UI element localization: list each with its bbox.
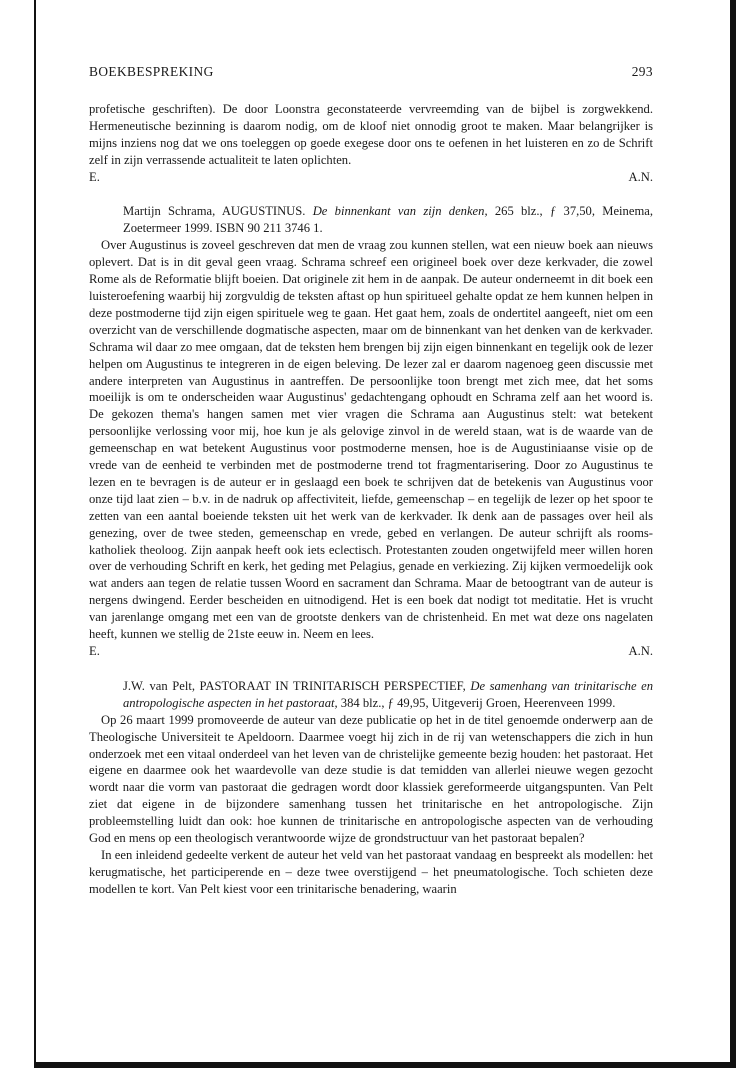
review1-place: E. xyxy=(89,169,100,184)
review3-author-title: J.W. van Pelt, PASTORAAT IN TRINITARISCH PERSPECTIEF, xyxy=(123,678,471,693)
scan-edge-left xyxy=(34,0,36,1068)
book-page xyxy=(89,64,653,898)
review2-signature xyxy=(89,643,653,660)
scan-edge-bottom xyxy=(34,1062,734,1068)
review1-signature xyxy=(89,169,653,186)
review2-subtitle: De binnenkant van zijn denken, xyxy=(312,204,488,219)
section-title: BOEKBESPREKING xyxy=(89,64,214,79)
review2-author-title: Martijn Schrama, AUGUSTINUS. xyxy=(123,204,313,219)
review2-bibliographic-entry xyxy=(89,203,653,237)
review2-details: 265 blz., ƒ 37,50, Meinema, Zoetermeer 1999. ISBN 90 211 3746 1. xyxy=(123,204,653,236)
review1-initials: A.N. xyxy=(628,169,653,184)
review3-bibliographic-entry xyxy=(89,678,653,712)
review3-subtitle: De samenhang van trinitarische en antropologische aspecten in het pastoraat, xyxy=(123,678,654,710)
review3-paragraph-2: In een inleidend gedeelte verkent de auteur het veld van het pastoraat vandaag en bespreekt als modellen: het kerugmatische, het participerende en – deze twee overstijgend – het pneumatologische. Toch schieten deze modellen te kort. Van Pelt kiest voor een trinitarische benadering, waarin xyxy=(89,847,653,896)
review1-text: profetische geschriften). De door Loonstra geconstateerde vervreemding van de bijbel is zorgwekkend. Hermeneutische bezinning is daarom nodig, om de kloof niet onnodig groot te maken. Maar belangrijker is mijns inziens nog dat we ons toeleggen op goede exegese door ons te oefenen in het luisteren en zo de Schrift zelf in zijn verrassende actualiteit te laten oplichten. xyxy=(89,101,653,167)
running-header xyxy=(89,64,653,81)
review2-place: E. xyxy=(89,644,100,658)
review3-details: 384 blz., ƒ 49,95, Uitgeverij Groen, Heerenveen 1999. xyxy=(337,695,616,710)
scan-edge-right xyxy=(730,0,736,1068)
review2-initials: A.N. xyxy=(628,644,653,658)
page-number: 293 xyxy=(631,64,653,79)
review2-text: Over Augustinus is zoveel geschreven dat men de vraag zou kunnen stellen, wat een nieuw boek aan nieuws oplevert. Dat is in dit geval geen vraag. Schrama schreef een origineel boek over deze kerkvader, die zowel Rome als de Reformatie blijft boeien. Dat originele zit hem in de aanpak. De auteur onderneemt in dit boek een luisteroefening waarbij hij zorgvuldig de teksten aftast op hun spiritueel gehalte opdat ze hem kunnen helpen in deze postmoderne tijd zijn eigen spirituele weg te gaan. Het gaat hem, zoals de ondertitel aangeeft, niet om een overzicht van de verschillende dogmatische aspecten, maar om de binnenkant van het denken van de kerkvader. Schrama wil daar zo mee omgaan, dat de teksten hem brengen bij zijn eigen binnenkant en tegelijk ook de lezer helpen om Augustinus te integreren in de eigen beleving. De lezer zal er daarom nagenoeg geen discussie met andere interpreten van Augustinus in aantreffen. De persoonlijke toon brengt met zich mee, dat het soms moeilijk is om te onderscheiden waar Augustinus' gedachtengang ophoudt en Schrama zelf aan het woord is. De gekozen thema's hangen samen met vier vragen die Schrama aan Augustinus stelt: wat betekent persoonlijke verlossing voor mij, hoe kun je als gelovige zinvol in de wereld staan, wat is de waarde van de gemeenschap en wat betekent Augustinus voor postmoderne mensen, hoe is de Augustiniaanse visie op de vrede van de eenheid te verbinden met de postmoderne trend tot fragmentarisering. Door zo Augustinus te lezen en te bevragen is de auteur er in geslaagd een boek te schrijven dat de betekenis van Augustinus voor onze tijd laat zien – b.v. in de nadruk op affectiviteit, liefde, gemeenschap – en tegelijk de lezer op het spoor te zetten van een aantal boeiende teksten uit het werk van de kerkvader. Ik denk aan de passages over heil als genezing, over de twee steden, gemeenschap en vrede, gebed en verlangen. De auteur schrijft als rooms-katholiek theoloog. Zijn aanpak heeft ook iets eclectisch. Protestanten zouden ongetwijfeld meer willen horen over de verhouding Schrift en kerk, het geding met Pelagius, genade en verkiezing. Zij kijken vermoedelijk ook wat anders aan tegen de relatie tussen Woord en sacrament dan Schrama. Maar de betoogtrant van de auteur is nergens dwingend. Eerder bescheiden en uitnodigend. Het is een boek dat nodigt tot meditatie. Het is vrucht van jarenlange omgang met een van de grootste denkers van de christenheid. En met wat deze ons nagelaten heeft, kunnen we stellig de 21ste eeuw in. Neem en lees. xyxy=(89,238,653,642)
review3-paragraph-1: Op 26 maart 1999 promoveerde de auteur van deze publicatie op het in de titel genoemde onderwerp aan de Theologische Universiteit te Apeldoorn. Daarmee voegt hij zich in de rij van wetenschappers die zich in hun onderzoek met een vitaal onderdeel van het leven van de christelijke gemeente bezig houden: het pastoraat. Het eigene en daarmee ook het waardevolle van deze studie is dat temidden van allerlei nieuwe wegen gezocht wordt naar die vorm van pastoraat die gedragen wordt door klassiek gereformeerde uitgangspunten. Van Pelt ziet dat eigene in de bijzondere samenhang tussen het trinitarische en het antropologische. Zijn probleemstelling luidt dan ook: hoe kunnen de trinitarische en antropologische aspecten van de verhouding God en mens op een theologisch verantwoorde wijze de grondstructuur van het pastoraat bepalen? xyxy=(89,712,653,846)
